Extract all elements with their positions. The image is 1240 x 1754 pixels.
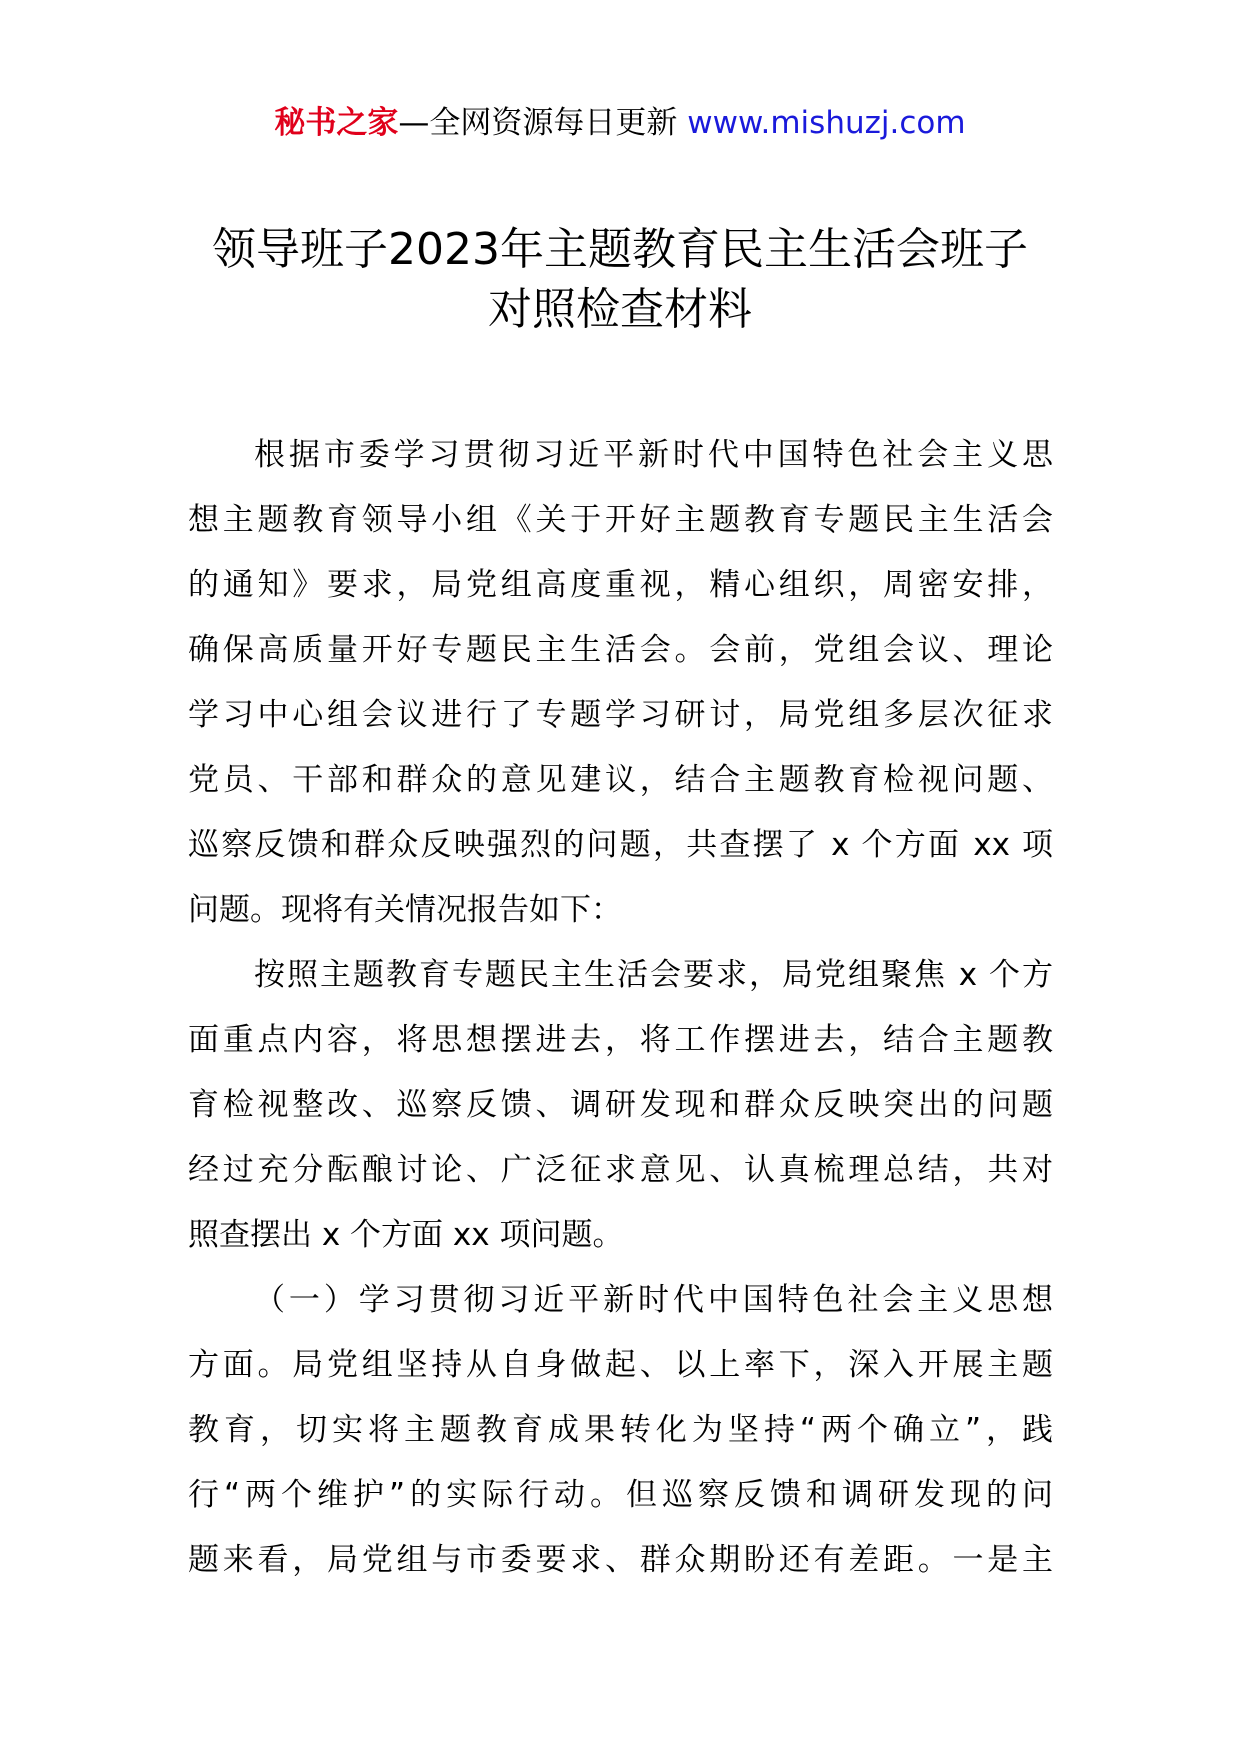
site-header — [0, 100, 1240, 146]
title-line-1: 领导班子2023年主题教育民主生活会班子 — [212, 224, 1028, 275]
site-tagline: —全网资源每日更新 — [398, 105, 688, 141]
body-line: 问题。现将有关情况报告如下： — [188, 892, 622, 928]
body-line: 巡察反馈和群众反映强烈的问题，共查摆了 x 个方面 xx 项 — [188, 827, 1053, 863]
body-line: 党员、干部和群众的意见建议，结合主题教育检视问题、 — [188, 762, 1053, 798]
site-url-link[interactable]: www.mishuzj.com — [687, 105, 966, 141]
body-line: （一）学习贯彻习近平新时代中国特色社会主义思想 — [254, 1282, 1053, 1318]
body-line: 方面。局党组坚持从自身做起、以上率下，深入开展主题 — [188, 1347, 1053, 1383]
body-line: 按照主题教育专题民主生活会要求，局党组聚焦 x 个方 — [254, 957, 1053, 993]
body-line: 题来看，局党组与市委要求、群众期盼还有差距。一是主 — [188, 1542, 1053, 1578]
site-brand: 秘书之家 — [274, 105, 399, 141]
body-line: 照查摆出 x 个方面 xx 项问题。 — [188, 1217, 624, 1253]
body-line: 想主题教育领导小组《关于开好主题教育专题民主生活会 — [188, 502, 1053, 538]
document-title — [150, 220, 1090, 340]
body-line: 育检视整改、巡察反馈、调研发现和群众反映突出的问题 — [188, 1087, 1053, 1123]
body-line: 根据市委学习贯彻习近平新时代中国特色社会主义思 — [254, 437, 1053, 473]
body-line: 学习中心组会议进行了专题学习研讨，局党组多层次征求 — [188, 697, 1053, 733]
body-line: 面重点内容，将思想摆进去，将工作摆进去，结合主题教 — [188, 1022, 1053, 1058]
body-line: 的通知》要求，局党组高度重视，精心组织，周密安排， — [188, 567, 1053, 603]
body-line: 确保高质量开好专题民主生活会。会前，党组会议、理论 — [188, 632, 1053, 668]
body-line: 教育，切实将主题教育成果转化为坚持“两个确立”，践 — [188, 1412, 1053, 1448]
title-line-2: 对照检查材料 — [488, 284, 752, 335]
document-body — [188, 423, 1053, 1593]
body-line: 经过充分酝酿讨论、广泛征求意见、认真梳理总结，共对 — [188, 1152, 1053, 1188]
body-line: 行“两个维护”的实际行动。但巡察反馈和调研发现的问 — [188, 1477, 1053, 1513]
